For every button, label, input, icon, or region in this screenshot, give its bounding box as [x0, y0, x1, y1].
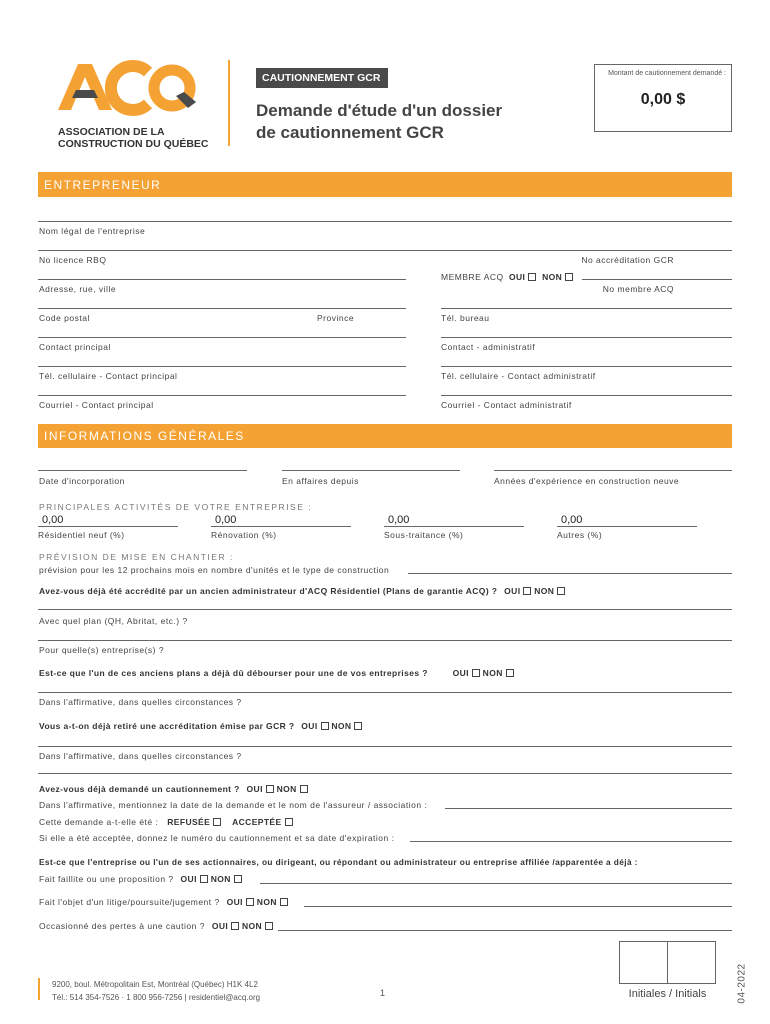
q-cautionnement-non-checkbox[interactable] [300, 785, 308, 793]
email-principal-field[interactable] [38, 395, 406, 396]
membre-acq-label: MEMBRE ACQ [441, 272, 504, 282]
footer-address: 9200, boul. Métropolitain Est, Montréal (Québec) H1K 4L2 [52, 980, 258, 989]
contact-admin-field[interactable] [441, 366, 732, 367]
q-retire-oui: OUI [301, 721, 318, 731]
retire-field[interactable] [38, 746, 732, 747]
prevision-title: PRÉVISION DE MISE EN CHANTIER : [39, 552, 234, 562]
membre-acq-checkboxes [509, 272, 573, 282]
org-line1: ASSOCIATION DE LA [58, 126, 165, 138]
en-affaires-label: En affaires depuis [282, 476, 359, 486]
membre-non-checkbox[interactable] [565, 273, 573, 281]
q-faillite [39, 874, 242, 884]
email-admin-label: Courriel - Contact administratif [441, 400, 572, 410]
q-debourser-text: Est-ce que l'un de ces anciens plans a déjà dû débourser pour une de vos entreprises ? [39, 668, 428, 678]
q-admin-oui-checkbox[interactable] [523, 587, 531, 595]
q-litige-oui-checkbox[interactable] [246, 898, 254, 906]
section-entrepreneur-title: ENTREPRENEUR [44, 177, 162, 192]
activity-renovation-value[interactable]: 0,00 [211, 514, 351, 527]
activity-renovation-label: Rénovation (%) [211, 530, 277, 540]
rbq-label: No licence RBQ [39, 255, 107, 265]
acq-logo [58, 58, 198, 118]
q-cette-demande [39, 817, 293, 827]
amount-label: Montant de cautionnement demandé : [608, 70, 726, 77]
amount-box[interactable] [594, 64, 732, 132]
q-pertes-non-checkbox[interactable] [265, 922, 273, 930]
q-admin-text: Avez-vous déjà été accrédité par un ancien administrateur d'ACQ Résidentiel (Plans de garantie ACQ) ? [39, 586, 498, 596]
initials-box-1[interactable] [619, 941, 668, 984]
q-pertes-text: Occasionné des pertes à une caution ? [39, 921, 205, 931]
q-faillite-oui: OUI [180, 874, 197, 884]
cell-principal-label: Tél. cellulaire - Contact principal [39, 371, 178, 381]
annees-label: Années d'expérience en construction neuve [494, 476, 680, 486]
q-pertes-non: NON [242, 921, 263, 931]
initials-label: Initiales / Initials [628, 988, 707, 1000]
activity-autres-label: Autres (%) [557, 530, 603, 540]
membre-field[interactable] [441, 308, 732, 309]
header-divider [228, 60, 230, 146]
amount-value[interactable]: 0,00 $ [640, 91, 686, 108]
refusee-label: REFUSÉE [167, 817, 211, 827]
page-title [256, 100, 502, 144]
org-name [58, 126, 209, 150]
postal-field[interactable] [38, 308, 406, 309]
q-faillite-oui-checkbox[interactable] [200, 875, 208, 883]
q-plan: Avec quel plan (QH, Abritat, etc.) ? [39, 616, 188, 626]
title-line1: Demande d'étude d'un dossier [256, 101, 503, 120]
q-entreprises: Pour quelle(s) entreprise(s) ? [39, 645, 165, 655]
q-retire [39, 721, 362, 731]
contact-admin-label: Contact - administratif [441, 342, 536, 352]
activity-renovation [211, 514, 351, 540]
legal-name-label: Nom légal de l'entreprise [39, 226, 146, 236]
cell-admin-field[interactable] [441, 395, 732, 396]
q-cautionnement-oui-checkbox[interactable] [266, 785, 274, 793]
q-retire-non: NON [331, 721, 352, 731]
activity-autres-value[interactable]: 0,00 [557, 514, 697, 527]
postal-label: Code postal [39, 313, 90, 323]
date-incorporation-field[interactable] [38, 470, 247, 471]
accreditation-label: No accréditation GCR [581, 255, 674, 265]
activity-soustraitance [384, 514, 524, 540]
q-debourser-non: NON [482, 668, 503, 678]
cell-admin-label: Tél. cellulaire - Contact administratif [441, 371, 596, 381]
tel-bureau-label: Tél. bureau [441, 313, 490, 323]
q-debourser-oui-checkbox[interactable] [472, 669, 480, 677]
tag-label: CAUTIONNEMENT GCR [262, 72, 381, 84]
q-mentionnez: Dans l'affirmative, mentionnez la date de la demande et le nom de l'assureur / association : [39, 800, 428, 810]
circ2-field[interactable] [38, 773, 732, 774]
faillite-field[interactable] [260, 883, 732, 884]
org-line2: CONSTRUCTION DU QUÉBEC [58, 138, 209, 150]
section-informations-title: INFORMATIONS GÉNÉRALES [44, 429, 245, 443]
q-litige-non: NON [256, 897, 277, 907]
membre-oui-label: OUI [509, 272, 526, 282]
q-debourser-non-checkbox[interactable] [506, 669, 514, 677]
q-retire-non-checkbox[interactable] [354, 722, 362, 730]
q-faillite-non: NON [210, 874, 231, 884]
q-litige-non-checkbox[interactable] [280, 898, 288, 906]
q-debourser [39, 668, 514, 678]
numero-field[interactable] [410, 841, 732, 842]
q-cautionnement [39, 784, 308, 794]
address-field[interactable] [38, 279, 406, 280]
q-admin [39, 586, 565, 596]
initials-box-2[interactable] [667, 941, 716, 984]
section-entrepreneur [38, 172, 732, 197]
q-retire-oui-checkbox[interactable] [321, 722, 329, 730]
q-cette-demande-text: Cette demande a-t-elle été : [39, 817, 159, 827]
refusee-checkbox[interactable] [213, 818, 221, 826]
q-admin-non: NON [534, 586, 555, 596]
q-affiliee: Est-ce que l'entreprise ou l'un de ses actionnaires, ou dirigeant, ou répondant ou administrateur ou entreprise affiliée /apparentée a déjà : [39, 857, 638, 867]
q-litige [39, 897, 288, 907]
q-numero: Si elle a été acceptée, donnez le numéro du cautionnement et sa date d'expiration : [39, 833, 395, 843]
q-debourser-oui: OUI [452, 668, 469, 678]
cell-principal-field[interactable] [38, 366, 406, 367]
activity-residentiel-value[interactable]: 0,00 [38, 514, 178, 527]
membre-oui-checkbox[interactable] [528, 273, 536, 281]
prevision-field[interactable] [408, 573, 732, 574]
q-retire-text: Vous a-t-on déjà retiré une accréditation émise par GCR ? [39, 721, 295, 731]
contact-principal-field[interactable] [38, 337, 406, 338]
pertes-field[interactable] [278, 930, 732, 931]
accreditation-field[interactable] [582, 279, 732, 280]
activities-title: PRINCIPALES ACTIVITÉS DE VOTRE ENTREPRISE : [39, 502, 313, 512]
q-pertes-oui-checkbox[interactable] [231, 922, 239, 930]
q-admin-non-checkbox[interactable] [557, 587, 565, 595]
annees-field[interactable] [494, 470, 732, 471]
tag-cautionnement [256, 68, 388, 88]
page-number: 1 [380, 988, 386, 998]
rbq-field[interactable] [38, 250, 732, 251]
footer-bar [38, 978, 40, 1000]
prevision-sub: prévision pour les 12 prochains mois en nombre d'unités et le type de construction [39, 565, 390, 575]
form-code: 04-2022 [736, 963, 748, 1004]
q-circ1: Dans l'affirmative, dans quelles circonstances ? [39, 697, 242, 707]
membre-non-label: NON [542, 272, 563, 282]
en-affaires-field[interactable] [282, 470, 460, 471]
activity-soustraitance-value[interactable]: 0,00 [384, 514, 524, 527]
q-pertes [39, 921, 273, 931]
acceptee-checkbox[interactable] [285, 818, 293, 826]
activity-soustraitance-label: Sous-traitance (%) [384, 530, 464, 540]
address-label: Adresse, rue, ville [39, 284, 117, 294]
q-pertes-oui: OUI [211, 921, 229, 931]
footer-address-block [52, 978, 260, 1004]
q-cautionnement-non: NON [276, 784, 297, 794]
plan-field[interactable] [38, 640, 732, 641]
footer-contact: Tél.: 514 354-7526 · 1 800 956-7256 | residentiel@acq.org [52, 993, 261, 1002]
debourser-field[interactable] [38, 692, 732, 693]
legal-name-field[interactable] [38, 221, 732, 222]
q-circ2: Dans l'affirmative, dans quelles circonstances ? [39, 751, 242, 761]
province-label: Province [317, 313, 355, 323]
activity-residentiel [38, 514, 178, 540]
acceptee-label: ACCEPTÉE [232, 817, 282, 827]
q-litige-oui: OUI [226, 897, 243, 907]
email-principal-label: Courriel - Contact principal [39, 400, 154, 410]
title-line2: de cautionnement GCR [256, 123, 444, 142]
date-incorporation-label: Date d'incorporation [39, 476, 125, 486]
mentionnez-field[interactable] [445, 808, 732, 809]
admin-detail-field[interactable] [38, 609, 732, 610]
tel-bureau-field[interactable] [441, 337, 732, 338]
q-faillite-non-checkbox[interactable] [234, 875, 242, 883]
contact-principal-label: Contact principal [39, 342, 111, 352]
no-membre-label: No membre ACQ [602, 284, 674, 294]
section-informations [38, 424, 732, 448]
q-faillite-text: Fait faillite ou une proposition ? [39, 874, 174, 884]
q-cautionnement-oui: OUI [246, 784, 263, 794]
activity-residentiel-label: Résidentiel neuf (%) [38, 530, 125, 540]
litige-field[interactable] [304, 906, 732, 907]
activity-autres [557, 514, 697, 540]
q-cautionnement-text: Avez-vous déjà demandé un cautionnement ? [39, 784, 240, 794]
q-admin-oui: OUI [504, 586, 521, 596]
q-litige-text: Fait l'objet d'un litige/poursuite/jugement ? [39, 897, 220, 907]
